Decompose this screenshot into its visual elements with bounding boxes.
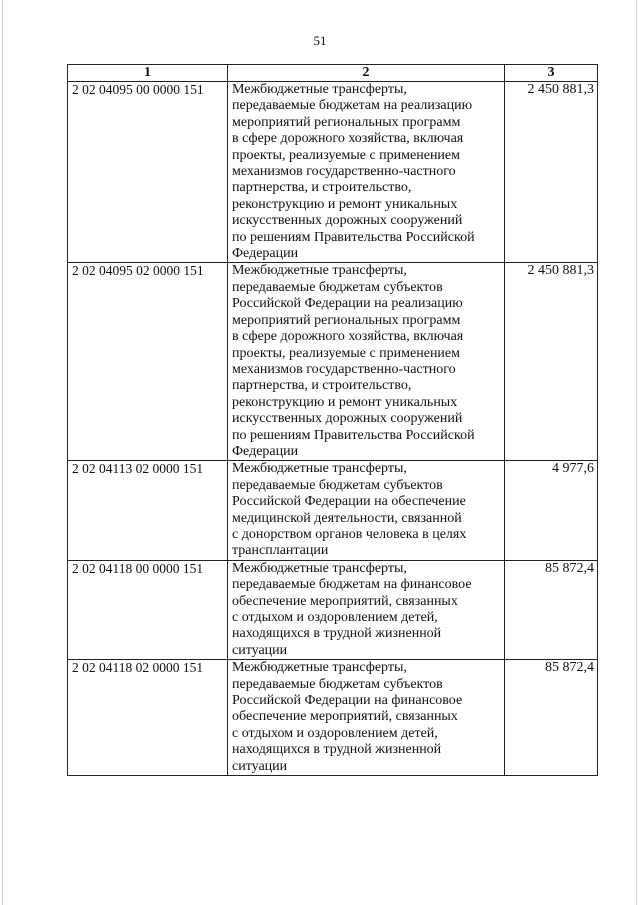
table-row — [68, 560, 598, 659]
table-header-row — [68, 65, 598, 82]
description-line: передаваемые бюджетам субъектов — [232, 279, 443, 295]
budget-code-cell: 2 02 04118 02 0000 151 — [68, 660, 228, 776]
header-col-2: 2 — [228, 65, 505, 82]
description-line: трансплантации — [232, 543, 329, 559]
description-line: Федерации — [232, 443, 299, 459]
header-col-3: 3 — [505, 65, 598, 82]
description-line: Межбюджетные трансферты, — [232, 82, 407, 97]
description-line: Межбюджетные трансферты, — [232, 660, 407, 676]
scan-edge-right — [636, 0, 637, 905]
header-col-1: 1 — [68, 65, 228, 82]
description-line: в сфере дорожного хозяйства, включая — [232, 131, 464, 147]
description-line: Российской Федерации на финансовое — [232, 693, 463, 709]
amount-cell: 85 872,4 — [505, 560, 598, 659]
description-line: обеспечение мероприятий, связанных — [232, 709, 458, 725]
budget-code-cell: 2 02 04095 02 0000 151 — [68, 263, 228, 461]
description-line: с отдыхом и оздоровлением детей, — [232, 610, 438, 625]
description-line: проекты, реализуемые с применением — [232, 147, 460, 163]
description-line: по решениям Правительства Российской — [232, 427, 475, 443]
description-line: механизмов государственно-частного — [232, 361, 456, 377]
amount-cell: 2 450 881,3 — [505, 82, 598, 263]
budget-code-cell: 2 02 04113 02 0000 151 — [68, 461, 228, 560]
table-row — [68, 660, 598, 776]
description-line: механизмов государственно-частного — [232, 164, 456, 180]
description-line: мероприятий региональных программ — [232, 114, 461, 130]
description-line: ситуации — [232, 642, 288, 658]
description-line: Федерации — [232, 246, 299, 262]
budget-code-cell: 2 02 04118 00 0000 151 — [68, 560, 228, 659]
description-line: искусственных дорожных сооружений — [232, 213, 463, 229]
description-line: медицинской деятельности, связанной — [232, 510, 462, 526]
description-line: передаваемые бюджетам на реализацию — [232, 98, 473, 114]
description-line: с отдыхом и оздоровлением детей, — [232, 725, 438, 741]
description-line: Российской Федерации на реализацию — [232, 296, 463, 312]
description-line: партнерства, и строительство, — [232, 180, 412, 196]
description-line: обеспечение мероприятий, связанных — [232, 593, 458, 609]
description-line: в сфере дорожного хозяйства, включая — [232, 329, 464, 345]
table-row — [68, 461, 598, 560]
description-line: Межбюджетные трансферты, — [232, 560, 407, 576]
description-line: по решениям Правительства Российской — [232, 229, 475, 245]
budget-table — [67, 64, 598, 776]
description-line: передаваемые бюджетам субъектов — [232, 477, 443, 493]
description-cell — [228, 82, 505, 263]
description-line: Российской Федерации на обеспечение — [232, 494, 466, 510]
description-line: реконструкцию и ремонт уникальных — [232, 394, 458, 410]
amount-cell: 85 872,4 — [505, 660, 598, 776]
description-line: партнерства, и строительство, — [232, 378, 412, 394]
description-line: находящихся в трудной жизненной — [232, 626, 442, 642]
description-line: находящихся в трудной жизненной — [232, 742, 442, 758]
table-row — [68, 82, 598, 263]
table-row — [68, 263, 598, 461]
description-line: передаваемые бюджетам на финансовое — [232, 577, 472, 593]
scan-edge-left — [2, 0, 3, 905]
description-cell — [228, 263, 505, 461]
description-line: проекты, реализуемые с применением — [232, 345, 460, 361]
description-line: искусственных дорожных сооружений — [232, 411, 463, 427]
description-cell — [228, 660, 505, 776]
description-line: реконструкцию и ремонт уникальных — [232, 196, 458, 212]
description-line: Межбюджетные трансферты, — [232, 263, 407, 279]
budget-code-cell: 2 02 04095 00 0000 151 — [68, 82, 228, 263]
amount-cell: 2 450 881,3 — [505, 263, 598, 461]
description-cell — [228, 461, 505, 560]
description-line: с донорством органов человека в целях — [232, 526, 467, 542]
page-number: 51 — [313, 33, 327, 48]
table-body — [68, 82, 598, 776]
description-cell — [228, 560, 505, 659]
amount-cell: 4 977,6 — [505, 461, 598, 560]
description-line: ситуации — [232, 758, 288, 774]
description-line: Межбюджетные трансферты, — [232, 461, 407, 477]
description-line: передаваемые бюджетам субъектов — [232, 676, 443, 692]
description-line: мероприятий региональных программ — [232, 312, 461, 328]
